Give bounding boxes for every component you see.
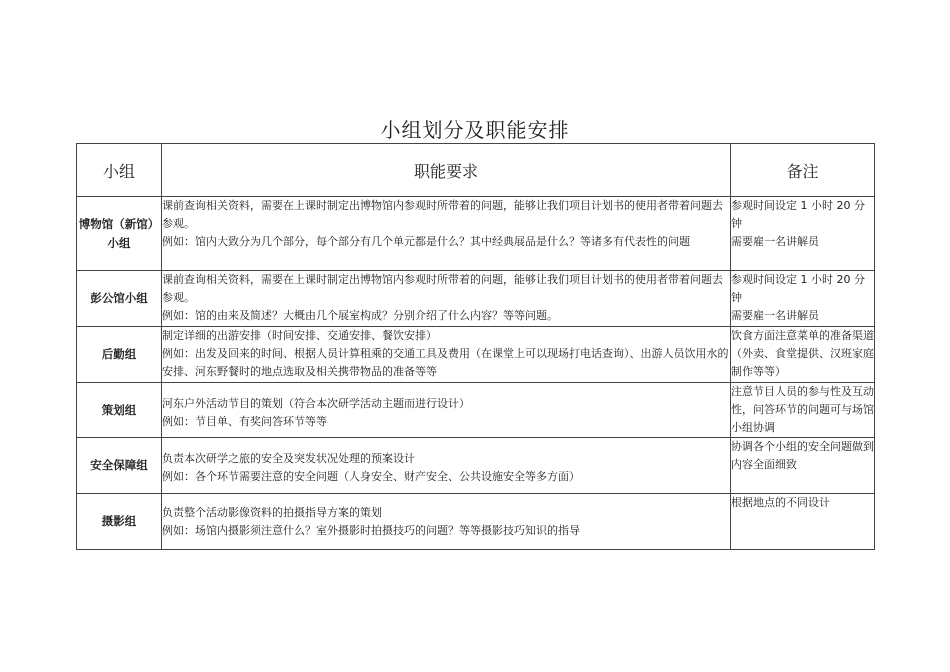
group-name: 安全保障组 [77,438,162,494]
requirement-text: 课前查询相关资料，需要在上课时制定出博物馆内参观时所带着的问题，能够让我们项目计划书的使用者带着问题去参观。 [162,273,723,304]
requirements-cell [162,327,731,383]
table-row [77,271,875,327]
group-name: 摄影组 [77,494,162,550]
group-name: 策划组 [77,383,162,438]
requirements-cell [162,197,731,271]
header-notes: 备注 [731,144,875,197]
header-group: 小组 [77,144,162,197]
header-requirements: 职能要求 [162,144,731,197]
note-text: 根据地点的不同设计 [731,496,830,509]
requirement-example: 例如：场馆内摄影须注意什么？室外摄影时拍摄技巧的问题？等等摄影技巧知识的指导 [162,524,580,537]
table-row [77,197,875,271]
notes-cell [731,327,875,383]
requirement-example: 例如：馆的由来及简述？大概由几个展室构成？分别介绍了什么内容？等等问题。 [162,309,558,322]
requirement-example: 例如：出发及回来的时间、根据人员计算租乘的交通工具及费用（在课堂上可以现场打电话查询）、出游人员饮用水的安排、河东野餐时的地点选取及相关携带物品的准备等等 [162,347,729,378]
requirement-text: 课前查询相关资料，需要在上课时制定出博物馆内参观时所带着的问题，能够让我们项目计划书的使用者带着问题去参观。 [162,199,723,230]
notes-cell [731,383,875,438]
requirements-cell [162,271,731,327]
requirement-example: 例如：节目单、有奖问答环节等等 [162,415,327,428]
table-row [77,383,875,438]
assignment-table [76,143,875,550]
requirement-example: 例如：各个环节需要注意的安全问题（人身安全、财产安全、公共设施安全等多方面） [162,470,580,483]
group-name: 彭公馆小组 [77,271,162,327]
note-text: 参观时间设定 1 小时 20 分钟 [731,273,865,304]
note-text: 饮食方面注意菜单的准备渠道（外卖、食堂提供、汉班家庭制作等等） [731,329,874,378]
requirements-cell [162,438,731,494]
requirement-example: 例如：馆内大致分为几个部分，每个部分有几个单元都是什么？其中经典展品是什么？等诸多有代表性的问题 [162,235,690,248]
document-title: 小组划分及职能安排 [380,118,570,142]
notes-cell [731,197,875,271]
requirements-cell [162,383,731,438]
requirements-cell [162,494,731,550]
requirement-text: 河东户外活动节目的策划（符合本次研学活动主题而进行设计） [162,397,470,410]
notes-cell [731,438,875,494]
note-text: 需要雇一名讲解员 [731,235,819,248]
requirement-text: 负责本次研学之旅的安全及突发状况处理的预案设计 [162,452,415,465]
group-name: 博物馆（新馆）小组 [77,197,162,271]
table-header-row [77,144,875,197]
requirement-text: 制定详细的出游安排（时间安排、交通安排、餐饮安排） [162,329,437,342]
requirement-text: 负责整个活动影像资料的拍摄指导方案的策划 [162,506,382,519]
notes-cell [731,271,875,327]
table-row [77,494,875,550]
group-name: 后勤组 [77,327,162,383]
note-text: 注意节目人员的参与性及互动性，问答环节的问题可与场馆小组协调 [731,385,874,434]
table-row [77,438,875,494]
note-text: 协调各个小组的安全问题做到内容全面细致 [731,440,874,471]
notes-cell [731,494,875,550]
note-text: 参观时间设定 1 小时 20 分钟 [731,199,865,230]
table-row [77,327,875,383]
note-text: 需要雇一名讲解员 [731,309,819,322]
